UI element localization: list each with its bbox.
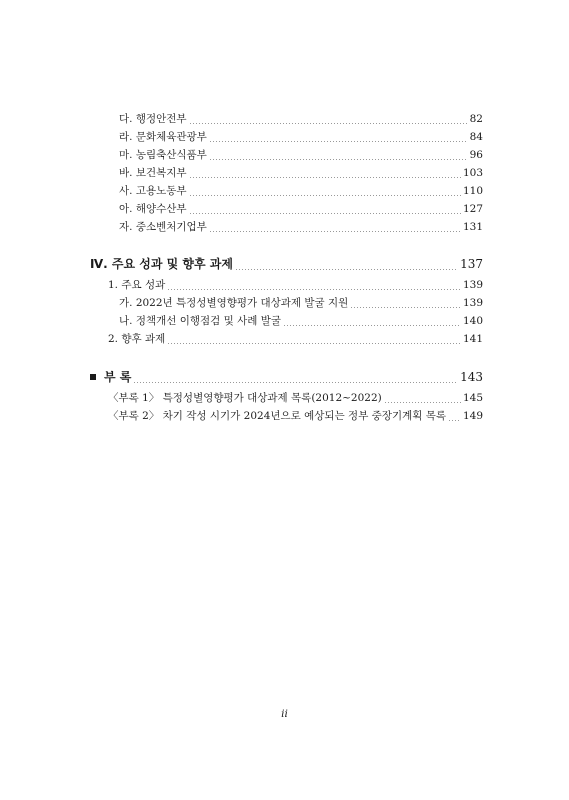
toc-entry-page: 82 — [469, 113, 483, 125]
dot-leader — [189, 123, 468, 124]
toc-chapter-label: Ⅳ. 주요 성과 및 향후 과제 — [90, 257, 233, 271]
dot-leader — [167, 343, 461, 344]
toc-entry-label: 바. 보건복지부 — [119, 167, 187, 179]
toc-section-page: 141 — [462, 333, 483, 345]
dot-leader — [283, 325, 461, 326]
toc-entry-page: 103 — [462, 167, 483, 179]
toc-entry-label: 아. 해양수산부 — [119, 203, 187, 215]
toc-appendix-item-label: 〈부록 1〉 특정성별영향평가 대상과제 목록(2012~2022) — [108, 392, 382, 404]
toc-entry-ministry[interactable] — [119, 166, 483, 181]
dot-leader — [350, 307, 461, 308]
toc-appendix-page: 143 — [460, 370, 483, 384]
toc-subsection-page: 139 — [462, 297, 483, 309]
toc-appendix-item-page: 149 — [462, 410, 483, 422]
toc-subsection-label: 나. 정책개선 이행점검 및 사례 발굴 — [119, 315, 282, 327]
toc-entry-page: 96 — [469, 149, 483, 161]
dot-leader — [167, 289, 461, 290]
toc-section-label: 2. 향후 과제 — [108, 333, 166, 345]
toc-subsection[interactable] — [119, 314, 483, 329]
toc-appendix-item-label: 〈부록 2〉 차기 작성 시기가 2024년으로 예상되는 정부 중장기계획 목록 — [108, 410, 447, 422]
dot-leader — [189, 213, 461, 214]
toc-section[interactable] — [108, 332, 483, 347]
toc-appendix[interactable] — [90, 369, 483, 386]
toc-entry-ministry[interactable] — [119, 112, 483, 127]
toc-chapter-page: 137 — [460, 257, 483, 271]
dot-leader — [448, 420, 461, 421]
toc-section-page: 139 — [462, 279, 483, 291]
dot-leader — [209, 159, 468, 160]
toc-entry-ministry[interactable] — [119, 148, 483, 163]
toc-section-label: 1. 주요 성과 — [108, 279, 166, 291]
square-bullet-icon — [90, 374, 96, 380]
dot-leader — [235, 269, 458, 270]
toc-subsection-label: 가. 2022년 특정성별영향평가 대상과제 발굴 지원 — [119, 297, 349, 309]
toc-entry-label: 사. 고용노동부 — [119, 185, 187, 197]
dot-leader — [189, 195, 461, 196]
page-number: ii — [281, 708, 288, 720]
toc-subsection-page: 140 — [462, 315, 483, 327]
toc-entry-page: 131 — [462, 221, 483, 233]
toc-chapter-4[interactable] — [90, 256, 483, 273]
toc-entry-ministry[interactable] — [119, 202, 483, 217]
toc-entry-page: 127 — [462, 203, 483, 215]
toc-entry-page: 84 — [469, 131, 483, 143]
toc-entry-ministry[interactable] — [119, 184, 483, 199]
toc-entry-label: 마. 농림축산식품부 — [119, 149, 207, 161]
toc-section[interactable] — [108, 278, 483, 293]
toc-appendix-label: 부 록 — [104, 370, 132, 384]
toc-appendix-heading — [90, 369, 131, 386]
dot-leader — [209, 141, 468, 142]
toc-entry-ministry[interactable] — [119, 220, 483, 235]
dot-leader — [133, 382, 458, 383]
toc-entry-page: 110 — [462, 185, 483, 197]
toc-appendix-item[interactable] — [108, 409, 483, 424]
dot-leader — [189, 177, 461, 178]
toc-entry-label: 자. 중소벤처기업부 — [119, 221, 207, 233]
toc-entry-ministry[interactable] — [119, 130, 483, 145]
toc-entry-label: 다. 행정안전부 — [119, 113, 187, 125]
dot-leader — [209, 231, 461, 232]
toc-subsection[interactable] — [119, 296, 483, 311]
toc-entry-label: 라. 문화체육관광부 — [119, 131, 207, 143]
toc-appendix-item-page: 145 — [462, 392, 483, 404]
dot-leader — [384, 402, 461, 403]
toc-appendix-item[interactable] — [108, 391, 483, 406]
